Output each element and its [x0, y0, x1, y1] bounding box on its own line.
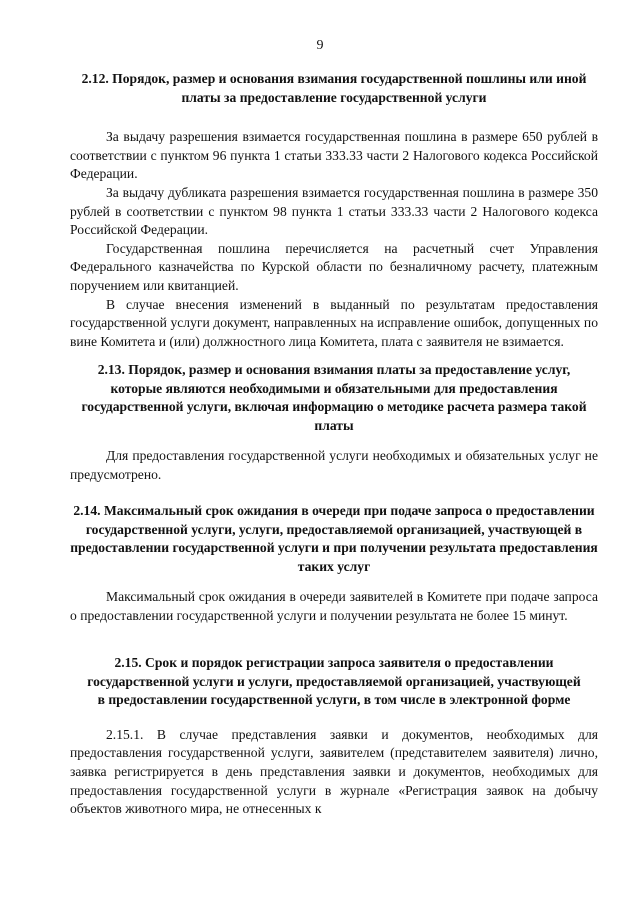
section-2-14 — [70, 502, 598, 626]
section-heading: 2.15. Срок и порядок регистрации запроса заявителя о предоставлении государственной услуги и услуги, предоставляемой организацией, участвующей в предоставлении государственной услуги, в том числе в электронной форме — [87, 655, 581, 708]
paragraph: За выдачу дубликата разрешения взимается государственная пошлина в размере 350 рублей в соответствии с пунктом 98 пункта 1 статьи 333.33 части 2 Налогового кодекса Российской Федерации. — [70, 184, 598, 238]
paragraph: Для предоставления государственной услуги необходимых и обязательных услуг не предусмотрено. — [70, 448, 598, 482]
paragraph: 2.15.1. В случае представления заявки и документов, необходимых для предоставления государственной услуги, заявителем (представителем заявителя) лично, заявка регистрируется в день представления заявки и документов, необходимых для предоставления государственной услуги в журнале «Регистрация заявок на добычу объектов животного мира, не отнесенных к — [70, 726, 598, 817]
paragraph: Государственная пошлина перечисляется на расчетный счет Управления Федерального казначейства по Курской области по безналичному расчету, платежным поручением или квитанцией. — [70, 240, 598, 293]
section-2-12 — [70, 70, 598, 351]
paragraph: В случае внесения изменений в выданный по результатам предоставления государственной услуги документ, направленных на исправление ошибок, допущенных по вине Комитета и (или) должностного лица Комитета, плата с заявителя не взимается. — [70, 296, 598, 349]
paragraph: За выдачу разрешения взимается государственная пошлина в размере 650 рублей в соответствии с пунктом 96 пункта 1 статьи 333.33 части 2 Налогового кодекса Российской Федерации. — [70, 129, 598, 182]
section-heading: 2.14. Максимальный срок ожидания в очереди при подаче запроса о предоставлении государственной услуги, услуги, предоставляемой организацией, участвующей в предоставлении государственной услуги и при получении результата предоставления таких услуг — [70, 503, 598, 574]
section-2-13 — [70, 361, 598, 485]
paragraph: Максимальный срок ожидания в очереди заявителей в Комитете при подаче запроса о предоставлении государственной услуги и получении результата не более 15 минут. — [70, 589, 598, 623]
section-heading: 2.13. Порядок, размер и основания взимания платы за предоставление услуг, которые являются необходимыми и обязательными для предоставления государственной услуги, включая информацию о методике расчета размера такой платы — [81, 362, 587, 433]
page-number: 9 — [316, 38, 324, 53]
section-2-15 — [70, 654, 598, 819]
section-heading: 2.12. Порядок, размер и основания взимания государственной пошлины или иной платы за предоставление государственной услуги — [81, 71, 587, 105]
